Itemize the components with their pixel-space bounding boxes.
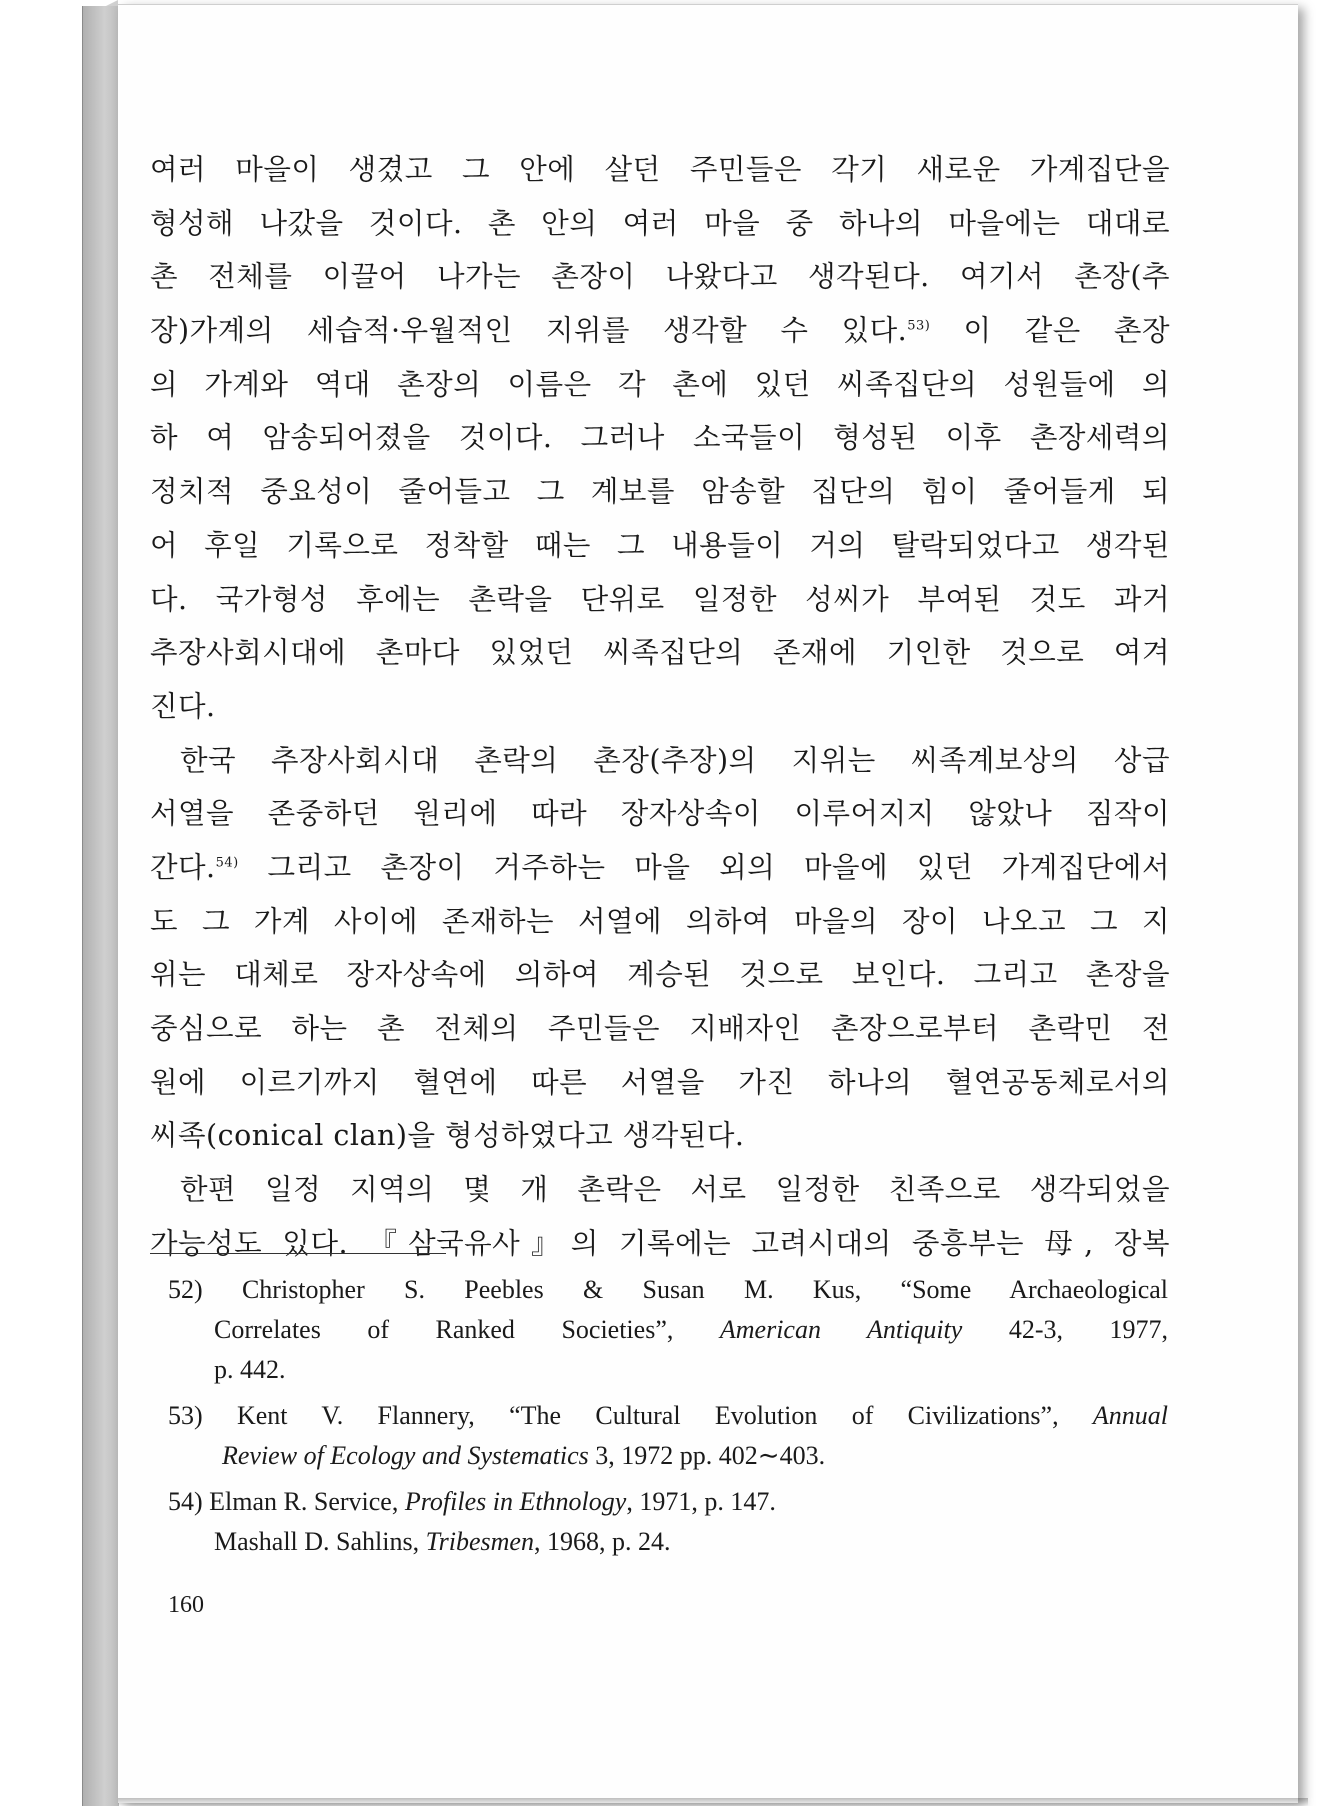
- text-line: 씨족(conical clan)을 형성하였다고 생각된다.: [150, 1119, 745, 1153]
- text-segment: 간다.: [150, 850, 216, 884]
- text-line: 어 후일 기록으로 정착할 때는 그 내용들이 거의 탈락되었다고 생각된: [150, 528, 1170, 562]
- book-spine: [82, 6, 119, 1806]
- text-segment: 장)가계의 세습적·우월적인 지위를 생각할 수 있다.: [150, 314, 908, 348]
- footnote-ref-54[interactable]: 54): [215, 855, 239, 871]
- text-line: 의 가계와 역대 촌장의 이름은 각 촌에 있던 씨족집단의 성원들에 의: [150, 367, 1170, 401]
- text-line: 여러 마을이 생겼고 그 안에 살던 주민들은 각기 새로운 가계집단을: [150, 153, 1170, 186]
- text-line: 한편 일정 지역의 몇 개 촌락은 서로 일정한 친족으로 생각되었을: [180, 1173, 1170, 1207]
- footnote-number: 54): [168, 1487, 203, 1516]
- footnote-text: Mashall D. Sahlins,: [214, 1527, 426, 1556]
- body-text: [150, 143, 1170, 1270]
- footnote-53: [168, 1396, 1168, 1476]
- footnote-line: [168, 1270, 1168, 1310]
- footnote-line: [168, 1436, 1168, 1476]
- footnote-line: [168, 1482, 1168, 1522]
- text-line: 가능성도 있다. 『삼국유사』의 기록에는 고려시대의 중흥부는 母, 장복: [150, 1226, 1170, 1260]
- footnote-line: [168, 1310, 1168, 1350]
- footnote-text: Correlates of Ranked Societies”,: [214, 1315, 720, 1344]
- text-line: 중심으로 하는 촌 전체의 주민들은 지배자인 촌장으로부터 촌락민 전: [150, 1012, 1170, 1045]
- text-segment: 그리고 촌장이 거주하는 마을 외의 마을에 있던 가계집단에서: [238, 850, 1170, 884]
- footnote-number: 53): [168, 1401, 203, 1430]
- text-line: 하 여 암송되어졌을 것이다. 그러나 소국들이 형성된 이후 촌장세력의: [150, 421, 1170, 455]
- footnote-text: , 1968, p. 24.: [533, 1527, 671, 1556]
- text-line: [150, 304, 1170, 358]
- footnote-text: 3, 1972 pp. 402∼403.: [588, 1441, 826, 1470]
- text-line: [150, 841, 1170, 895]
- text-line: 형성해 나갔을 것이다. 촌 안의 여러 마을 중 하나의 마을에는 대대로: [150, 206, 1170, 240]
- footnote-54: [168, 1482, 1168, 1562]
- text-line: 다. 국가형성 후에는 촌락을 단위로 일정한 성씨가 부여된 것도 과거: [150, 582, 1170, 616]
- text-line: 위는 대체로 장자상속에 의하여 계승된 것으로 보인다. 그리고 촌장을: [150, 958, 1170, 992]
- text-line: 원에 이르기까지 혈연에 따른 서열을 가진 하나의 혈연공동체로서의: [150, 1065, 1170, 1099]
- text-line: 도 그 가계 사이에 존재하는 서열에 의하여 마을의 장이 나오고 그 지: [150, 904, 1170, 938]
- footnote-text: , 1971, p. 147.: [626, 1487, 776, 1516]
- footnote-title: Tribesmen: [425, 1527, 534, 1556]
- footnote-title: Profiles in Ethnology: [404, 1487, 627, 1516]
- footnote-line: p. 442.: [214, 1355, 286, 1384]
- footnote-divider: [150, 1253, 446, 1254]
- text-line: 촌 전체를 이끌어 나가는 촌장이 나왔다고 생각된다. 여기서 촌장(추: [150, 260, 1170, 294]
- footnotes: [168, 1270, 1168, 1568]
- text-line: 정치적 중요성이 줄어들고 그 계보를 암송할 집단의 힘이 줄어들게 되: [150, 475, 1170, 509]
- footnote-text: 42-3, 1977,: [962, 1315, 1168, 1344]
- footnote-title: Review of Ecology and Systematics: [222, 1441, 589, 1470]
- text-segment: 이 같은 촌장: [930, 314, 1170, 348]
- footnote-title: American Antiquity: [719, 1315, 963, 1344]
- text-line: 서열을 존중하던 원리에 따라 장자상속이 이루어지지 않았나 짐작이: [150, 797, 1170, 831]
- footnote-ref-53[interactable]: 53): [907, 318, 931, 334]
- text-line: 한국 추장사회시대 촌락의 촌장(추장)의 지위는 씨족계보상의 상급: [180, 743, 1170, 777]
- text-line: 진다.: [150, 689, 216, 723]
- footnote-52: [168, 1270, 1168, 1390]
- footnote-number: 52): [168, 1275, 203, 1304]
- footnote-line: [168, 1522, 1168, 1562]
- footnote-text: Christopher S. Peebles & Susan M. Kus, “Some Archaeological: [202, 1275, 1168, 1304]
- footnote-text: Kent V. Flannery, “The Cultural Evolution of Civilizations”,: [202, 1401, 1093, 1430]
- page-shadow: [118, 1798, 1308, 1806]
- page-number: 160: [168, 1592, 204, 1618]
- text-line: 추장사회시대에 촌마다 있었던 씨족집단의 존재에 기인한 것으로 여겨: [150, 636, 1170, 670]
- footnote-text: Elman R. Service,: [202, 1487, 405, 1516]
- footnote-line: [168, 1396, 1168, 1436]
- footnote-title: Annual: [1092, 1401, 1168, 1430]
